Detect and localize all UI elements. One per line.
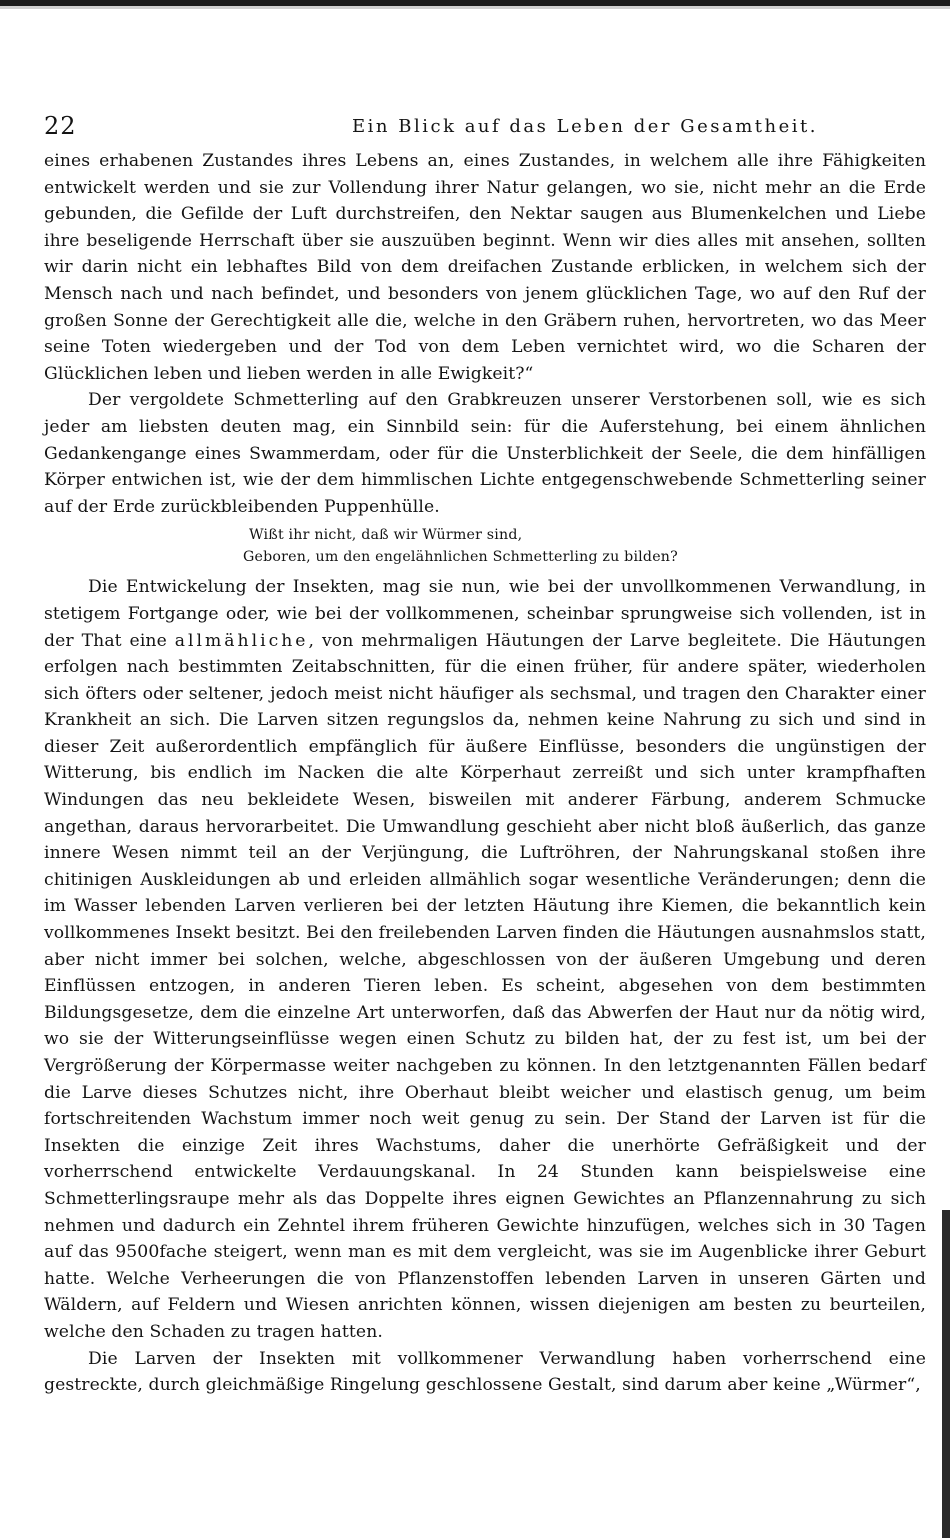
verse-line-1: Wißt ihr nicht, daß wir Würmer sind,: [249, 527, 523, 544]
scan-top-shadow: [0, 6, 950, 9]
paragraph-3: Die Entwickelung der Insekten, mag sie nun, wie bei der unvollkommenen Verwandlung, in stetigem Fortgange oder, wie bei der vollkommenen, scheinbar sprungweise sich vollenden, ist in der That eine allmähliche, von mehrmaligen Häutungen der Larve begleitete. Die Häutungen erfolgen nach bestimmten Zeitabschnitten, für die einen früher, für andere später, wiederholen sich öfters oder seltener, jedoch meist nicht häufiger als sechsmal, und tragen den Charakter einer Krankheit an sich. Die Larven sitzen regungslos da, nehmen keine Nahrung zu sich und sind in dieser Zeit außerordentlich empfänglich für äußere Einflüsse, besonders die ungünstigen der Witterung, bis endlich im Nacken die alte Körperhaut zerreißt und sich unter krampfhaften Windungen das neu bekleidete Wesen, bisweilen mit anderer Färbung, anderem Schmucke angethan, daraus hervorarbeitet. Die Umwandlung geschieht aber nicht bloß äußerlich, das ganze innere Wesen nimmt teil an der Verjüngung, die Luftröhren, der Nahrungskanal stoßen ihre chitinigen Auskleidungen ab und erleiden allmählich sogar wesentliche Veränderungen; denn die im Wasser lebenden Larven verlieren bei der letzten Häutung ihre Kiemen, die bekanntlich kein vollkommenes Insekt besitzt. Bei den freilebenden Larven finden die Häutungen ausnahmslos statt, aber nicht immer bei solchen, welche, abgeschlossen von der äußeren Umgebung und deren Einflüssen entzogen, in anderen Tieren leben. Es scheint, abgesehen von dem bestimmten Bildungsgesetze, dem die einzelne Art unterworfen, daß das Abwerfen der Haut nur da nötig wird, wo sie der Witterungseinflüsse wegen einen Schutz zu bilden hat, der zu fest ist, um bei der Vergrößerung der Körpermasse weiter nachgeben zu können. In den letztgenannten Fällen bedarf die Larve dieses Schutzes nicht, ihre Oberhaut bleibt weicher und elastisch genug, um beim fortschreitenden Wachstum immer noch weit genug zu sein. Der Stand der Larven ist für die Insekten die einzige Zeit ihres Wachstums, daher die unerhörte Gefräßigkeit und der vorherrschend entwickelte Verdauungskanal. In 24 Stunden kann beispielsweise eine Schmetterlingsraupe mehr als das Doppelte ihres eignen Gewichtes an Pflanzennahrung zu sich nehmen und dadurch ein Zehntel ihrem früheren Gewichte hinzufügen, welches sich in 30 Tagen auf das 9500fache steigert, wenn man es mit dem vergleicht, was sie im Augenblicke ihrer Geburt hatte. Welche Verheerungen die von Pflanzenstoffen lebenden Larven in unseren Gärten und Wäldern, auf Feldern und Wiesen anrichten können, wissen diejenigen am besten zu beurteilen, welche den Schaden zu tragen hatten.: [44, 577, 926, 1342]
emphasized-word: allmähliche: [174, 630, 309, 651]
page-header: [44, 112, 926, 148]
paragraph-2: Der vergoldete Schmetterling auf den Grabkreuzen unserer Verstorbenen soll, wie es sich jeder am liebsten deuten mag, ein Sinnbild sein: für die Auferstehung, bei einem ähnlichen Gedankengange eines Swammerdam, oder für die Unsterblichkeit der Seele, die dem hinfälligen Körper entwichen ist, wie der dem himmlischen Lichte entgegenschwebende Schmetterling seiner auf der Erde zurückbleibenden Puppenhülle.: [44, 390, 926, 517]
paragraph-4: Die Larven der Insekten mit vollkommener Verwandlung haben vorherrschend eine gestreckte, durch gleichmäßige Ringelung geschlossene Gestalt, sind darum aber keine „Würmer“,: [44, 1348, 926, 1396]
verse-line-2: Geboren, um den engelähnlichen Schmetterling zu bilden?: [243, 549, 678, 566]
scan-right-edge: [942, 1210, 950, 1538]
book-page: [44, 112, 926, 1399]
verse-quote: [44, 524, 926, 568]
page-number: 22: [44, 112, 77, 140]
running-title: Ein Blick auf das Leben der Gesamtheit.: [352, 116, 818, 137]
paragraph-1: eines erhabenen Zustandes ihres Lebens an, eines Zustandes, in welchem alle ihre Fähigkeiten entwickelt werden und sie zur Vollendung ihrer Natur gelangen, wo sie, nicht mehr an die Erde gebunden, die Gefilde der Luft durchstreifen, den Nektar saugen aus Blumenkelchen und Liebe ihre beseligende Herrschaft über sie auszuüben beginnt. Wenn wir dies alles mit ansehen, sollten wir darin nicht ein lebhaftes Bild von dem dreifachen Zustande erblicken, in welchem sich der Mensch nach und nach befindet, und besonders von jenem glücklichen Tage, wo auf den Ruf der großen Sonne der Gerechtigkeit alle die, welche in den Gräbern ruhen, hervortreten, wo das Meer seine Toten wiedergeben und der Tod von dem Leben vernichtet wird, wo die Scharen der Glücklichen leben und lieben werden in alle Ewigkeit?“: [44, 151, 926, 384]
